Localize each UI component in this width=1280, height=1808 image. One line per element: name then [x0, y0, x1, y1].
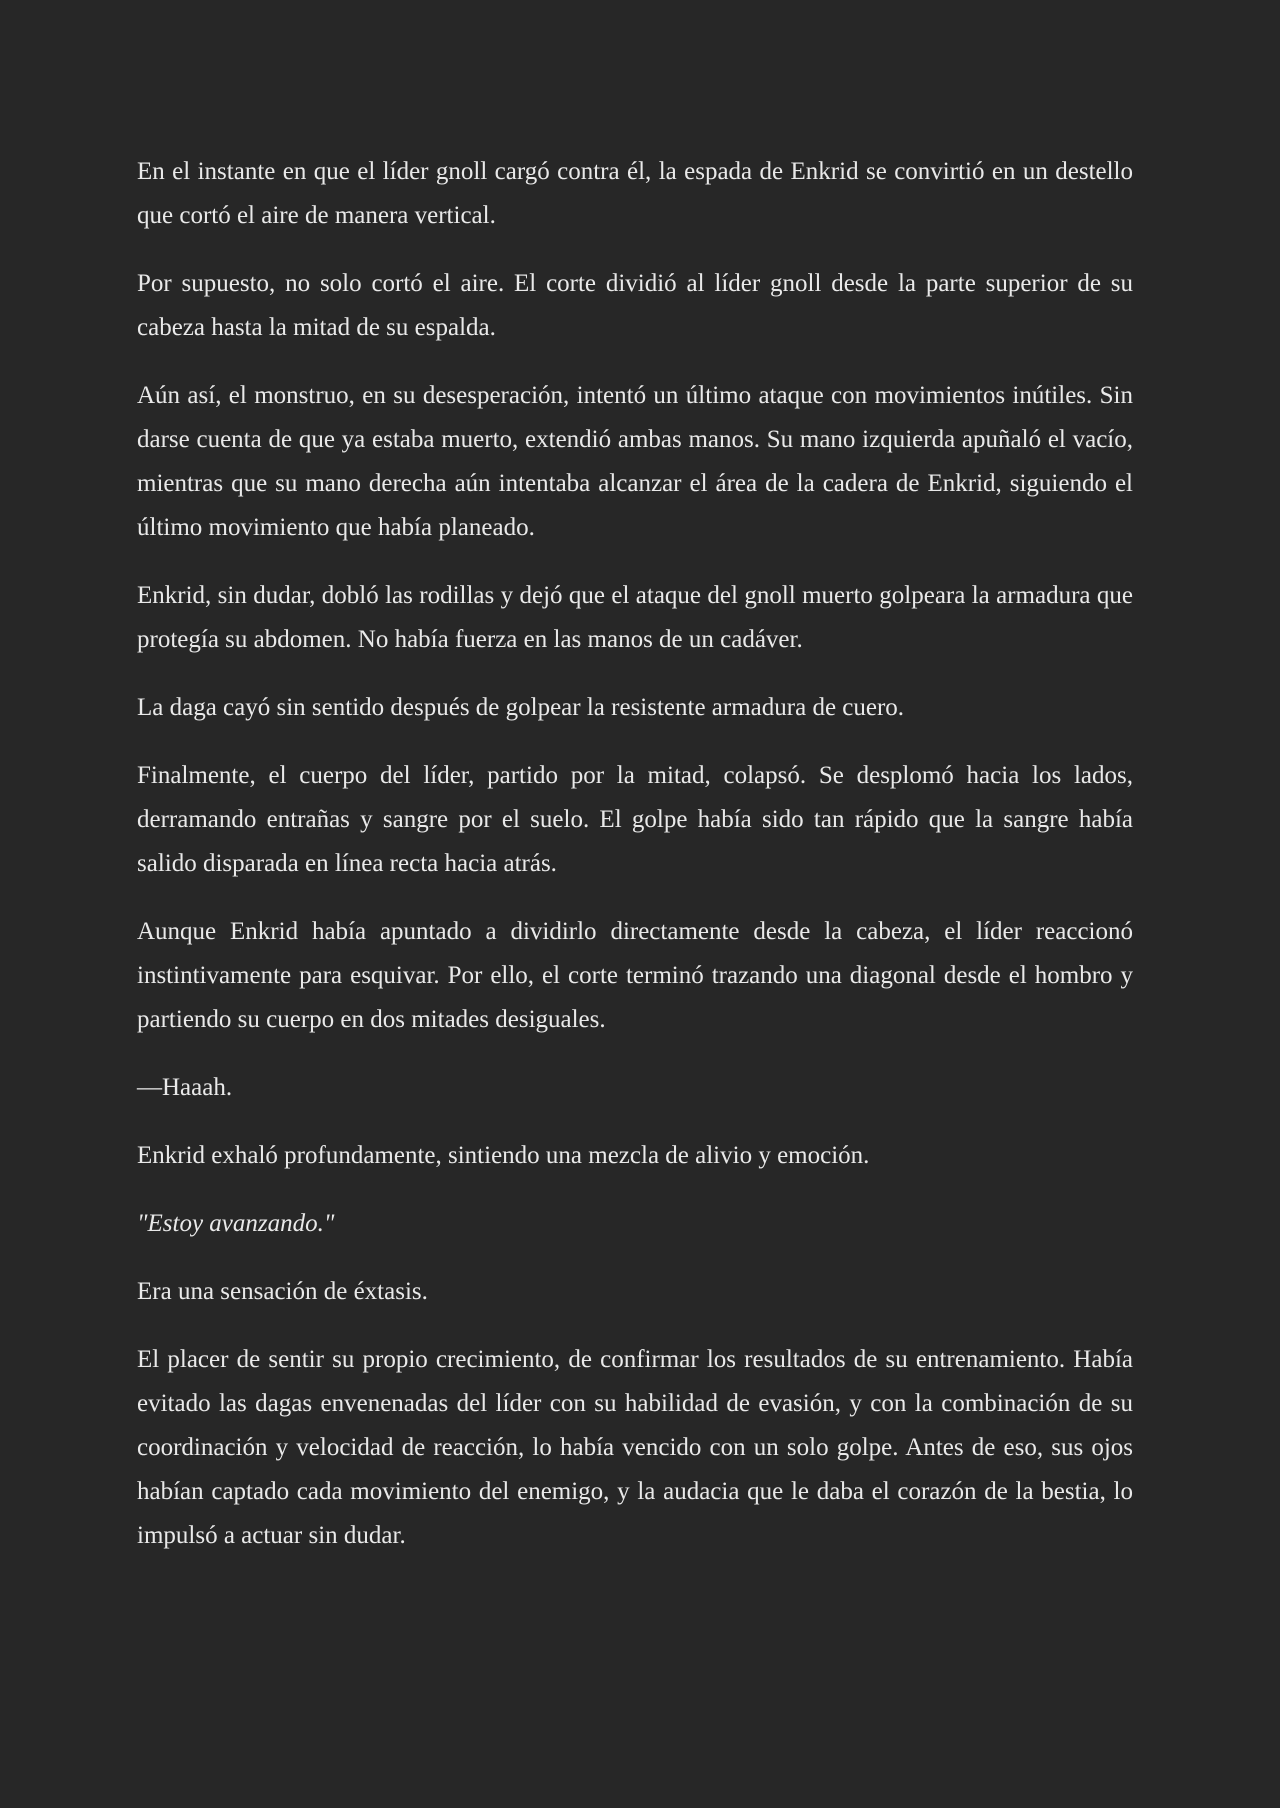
paragraph: La daga cayó sin sentido después de golpear la resistente armadura de cuero.	[137, 694, 905, 721]
inner-thought-quote: "Estoy avanzando."	[137, 1210, 335, 1237]
paragraph: Era una sensación de éxtasis.	[137, 1278, 428, 1305]
paragraph: En el instante en que el líder gnoll cargó contra él, la espada de Enkrid se convirtió en un destello que cortó el aire de manera vertical.	[137, 158, 1133, 229]
paragraph: El placer de sentir su propio crecimiento, de confirmar los resultados de su entrenamiento. Había evitado las dagas envenenadas del líder con su habilidad de evasión, y con la combinación de su coordinación y velocidad de reacción, lo había vencido con un solo golpe. Antes de eso, sus ojos habían captado cada movimiento del enemigo, y la audacia que le daba el corazón de la bestia, lo impulsó a actuar sin dudar.	[137, 1346, 1133, 1549]
paragraph: Enkrid exhaló profundamente, sintiendo una mezcla de alivio y emoción.	[137, 1142, 870, 1169]
paragraph: Enkrid, sin dudar, dobló las rodillas y dejó que el ataque del gnoll muerto golpeara la armadura que protegía su abdomen. No había fuerza en las manos de un cadáver.	[137, 582, 1133, 653]
paragraph: Finalmente, el cuerpo del líder, partido por la mitad, colapsó. Se desplomó hacia los lados, derramando entrañas y sangre por el suelo. El golpe había sido tan rápido que la sangre había salido disparada en línea recta hacia atrás.	[137, 762, 1133, 877]
paragraph: Aún así, el monstruo, en su desesperación, intentó un último ataque con movimientos inútiles. Sin darse cuenta de que ya estaba muerto, extendió ambas manos. Su mano izquierda apuñaló el vacío, mientras que su mano derecha aún intentaba alcanzar el área de la cadera de Enkrid, siguiendo el último movimiento que había planeado.	[137, 382, 1133, 541]
dialogue-line: —Haaah.	[137, 1074, 233, 1101]
paragraph: Por supuesto, no solo cortó el aire. El corte dividió al líder gnoll desde la parte superior de su cabeza hasta la mitad de su espalda.	[137, 270, 1133, 341]
paragraph: Aunque Enkrid había apuntado a dividirlo directamente desde la cabeza, el líder reaccionó instintivamente para esquivar. Por ello, el corte terminó trazando una diagonal desde el hombro y partiendo su cuerpo en dos mitades desiguales.	[137, 918, 1133, 1033]
